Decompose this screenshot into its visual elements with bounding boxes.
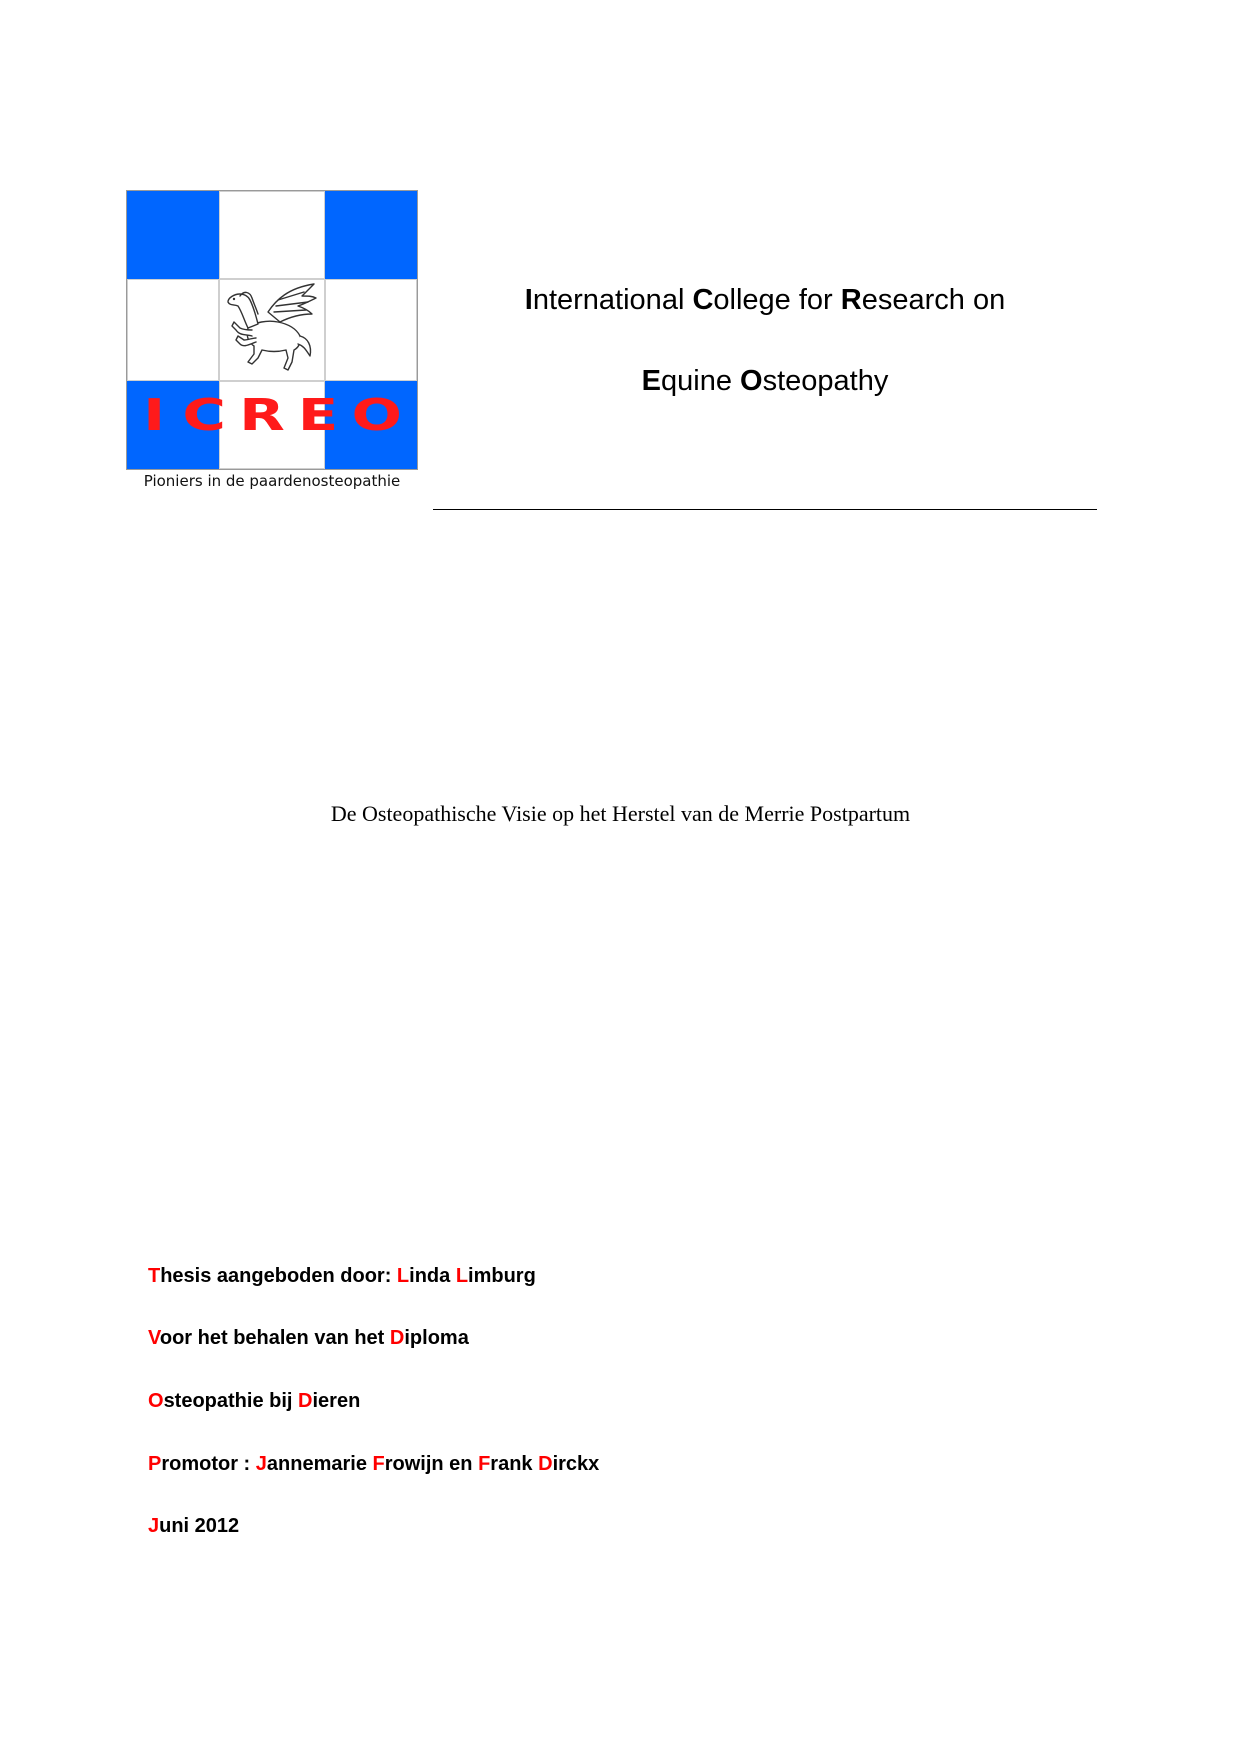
word-rest: esearch on xyxy=(861,284,1006,316)
word-rest: quine xyxy=(661,365,741,397)
initial: R xyxy=(840,284,862,316)
initial: O xyxy=(740,365,763,397)
college-name-line-2 xyxy=(430,365,1100,398)
word-rest: ollege for xyxy=(713,284,841,316)
initial: E xyxy=(641,365,661,397)
initial: I xyxy=(524,284,533,316)
diploma-line: Voor het behalen van het Diploma xyxy=(148,1327,469,1349)
logo-letter: C xyxy=(181,389,226,441)
icreo-logo xyxy=(126,190,418,490)
promotor-line: Promotor : Jannemarie Frowijn en Frank Dirckx xyxy=(148,1453,600,1475)
logo-letter: R xyxy=(238,389,285,441)
word-rest: steopathy xyxy=(762,365,889,397)
pegasus-icon xyxy=(218,278,324,380)
logo-letter: I xyxy=(143,389,166,441)
logo-tagline: Pioniers in de paardenosteopathie xyxy=(143,472,401,490)
college-name-line-1 xyxy=(430,284,1100,317)
logo-letter: E xyxy=(298,389,339,441)
header-divider xyxy=(433,509,1097,510)
date-line: Juni 2012 xyxy=(148,1515,240,1537)
thesis-author-line: Thesis aangeboden door: Linda Limburg xyxy=(148,1265,536,1287)
initial: C xyxy=(692,284,714,316)
thesis-title: De Osteopathische Visie op het Herstel van de Merrie Postpartum xyxy=(330,801,911,826)
logo-letters xyxy=(126,389,416,441)
logo-letter: O xyxy=(351,389,403,441)
word-rest: nternational xyxy=(532,284,693,316)
discipline-line: Osteopathie bij Dieren xyxy=(148,1390,361,1412)
